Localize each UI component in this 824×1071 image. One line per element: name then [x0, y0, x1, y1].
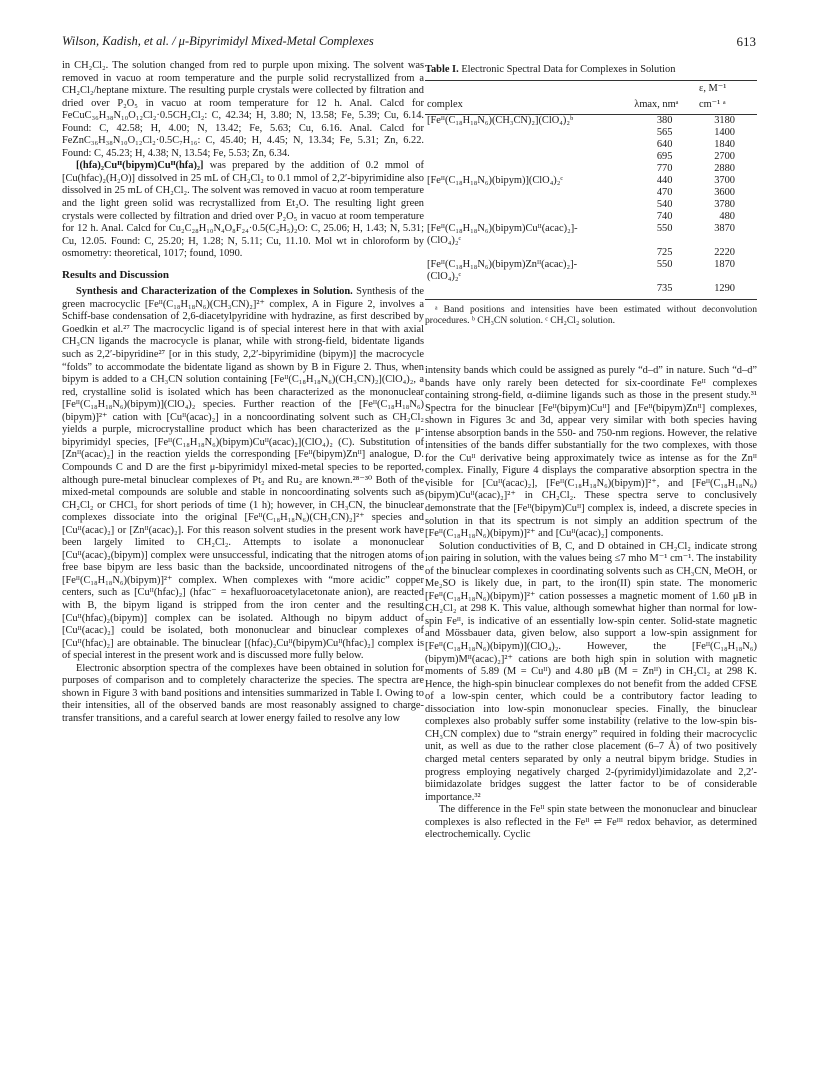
table-row — [425, 139, 757, 151]
paragraph-text: was prepared by the addition of 0.2 mmol of [Cu(hfac)₂(H₂O)] dissolved in 25 mL of CH₂Cl₂ to 0.1 mmol of 2,2′-bipyrimidine also dissolved in 25 mL of CH₂Cl₂. The solvent was removed in vacuo at room temperature and the light green solid was recrystallized from Et₂O. The resulting light green crystals were collected by filtration and dried over P₂O₅ in vacuo at room temperature for 12 h. Anal. Calcd for Cu₂C₂₈H₁₀N₄O₈F₂₄·0.5(C₂H₅)₂O: C, 25.06; H, 1.43; N, 5.31; Cu, 12.05. Found: C, 25.20; H, 1.28; N, 5.11; Cu, 11.10. Mol wt in chloroform by osmometry: theoretical, 1017; found, 1090. — [62, 160, 424, 260]
paragraph: Solution conductivities of B, C, and D obtained in CH₂Cl₂ indicate strong ion pairing in solution, with the values being ≤7 mho M⁻¹ cm⁻¹. The instability of the binuclear complexes in coordinating solvents such as CH₃CN, MeOH, or Me₂SO is likely due, in part, to the iron(II) spin state. The monomeric [Feᴵᴵ(C₁₈H₁₈N₆)(bipym)]²⁺ cation possesses a magnetic moment of 1.60 μB in CH₂Cl₂ at 298 K. This value, although somewhat higher than normal for low-spin Feᴵᴵ, is indicative of an essentially low-spin center. Solid-state magnetic and Mössbauer data, given below, also support a low-spin assignment for [Feᴵᴵ(C₁₈H₁₈N₆)(bipym)](ClO₄)₂. However, the [Feᴵᴵ(C₁₈H₁₈N₆)(bipym)Mᴵᴵ(acac)₂]²⁺ cations are both high spin in solution with magnetic moments of 5.89 (M = Cuᴵᴵ) and 4.80 μB (M = Znᴵᴵ) in CH₂Cl₂ at 298 K. Hence, the high-spin binuclear complexes do not benefit from the added CFSE of a low-spin center, which could be a contributory factor leading to dissociation into low-spin mononuclear species. Finally, the binuclear complexes also probably suffer some instability (relative to the low-spin bis-CH₃CN complex) due to “strain energy” required in folding their macrocyclic unit, as well as due to the rather close placement (6–7 Å) of two positively charged metal centers separated by only a neutral bipym bridge. Studies in progress employing negatively charged 2-(pyrimidyl)imidazolate and 2,2′-biimidazolate bridges suggest the latter factor to be of considerable importance.³² — [425, 540, 757, 803]
cell-complex: (ClO₄)₂ᶜ — [427, 234, 462, 246]
table-body — [425, 114, 757, 295]
cell-eps: 1400 — [714, 126, 735, 138]
table-row — [425, 223, 757, 235]
cell-complex — [425, 139, 632, 151]
cell-complex: [Feᴵᴵ(C₁₈H₁₈N₆)(CH₃CN)₂](ClO₄)₂ᵇ — [427, 114, 574, 126]
table-row — [425, 163, 757, 175]
cell-complex — [425, 163, 632, 175]
cell-eps: 3780 — [714, 198, 735, 210]
table-row — [425, 199, 757, 211]
table-row — [425, 114, 757, 127]
table-row — [425, 259, 757, 271]
section-title: Results and Discussion — [62, 268, 169, 281]
table-footnote: ᵃ Band positions and intensities have been estimated without deconvolution procedures. ᵇ CH₃CN solution. ᶜ CH₂Cl₂ solution. — [425, 303, 757, 327]
cell-lambda: 640 — [656, 138, 673, 150]
table-row — [425, 235, 757, 247]
table-label: Table I. — [425, 64, 459, 75]
cell-lambda: 380 — [656, 114, 673, 126]
page-header — [62, 34, 756, 54]
running-title: Wilson, Kadish, et al. / μ-Bipyrimidyl Mixed-Metal Complexes — [62, 34, 374, 48]
cell-eps — [697, 271, 757, 283]
cell-eps: 1840 — [714, 138, 735, 150]
paragraph: Electronic absorption spectra of the complexes have been obtained in solution for purposes of comparison and to completely characterize the species. The spectra are shown in Figure 3 with band positions and intensities summarized in Table I. Owing to their intensities, all of the observed bands are most reasonably assigned to charge-transfer transitions, and a careful search at lower energy failed to resolve any low — [62, 662, 424, 724]
cell-eps: 2220 — [714, 246, 735, 258]
table-caption — [425, 64, 757, 77]
col-header-eps-2: cm⁻¹ ᵃ — [697, 97, 757, 114]
left-column — [62, 60, 424, 725]
cell-eps: 1870 — [714, 258, 735, 270]
cell-complex — [425, 151, 632, 163]
cell-complex — [425, 211, 632, 223]
cell-lambda: 540 — [656, 198, 673, 210]
cell-lambda: 770 — [656, 162, 673, 174]
cell-lambda — [632, 235, 697, 247]
table-row — [425, 187, 757, 199]
table-rule — [425, 295, 757, 300]
cell-eps: 2880 — [714, 162, 735, 174]
cell-complex: (ClO₄)₂ᶜ — [427, 270, 462, 282]
cell-eps: 3180 — [714, 114, 735, 126]
cell-complex: [Feᴵᴵ(C₁₈H₁₈N₆)(bipym)Cuᴵᴵ(acac)₂]- — [427, 222, 578, 234]
table-caption-text: Electronic Spectral Data for Complexes in Solution — [461, 64, 676, 75]
table-row — [425, 271, 757, 283]
table-row — [425, 211, 757, 223]
cell-eps: 2700 — [714, 150, 735, 162]
cell-eps — [697, 235, 757, 247]
experimental-paragraph-2 — [62, 160, 424, 260]
cell-complex — [425, 247, 632, 259]
cell-complex — [425, 199, 632, 211]
cell-eps: 1290 — [714, 282, 735, 294]
cell-lambda: 695 — [656, 150, 673, 162]
cell-lambda: 550 — [656, 258, 673, 270]
col-header-lambda: λmax, nmᵃ — [632, 97, 697, 114]
table-row — [425, 151, 757, 163]
paragraph — [62, 286, 424, 662]
experimental-paragraph: in CH₂Cl₂. The solution changed from red to purple upon mixing. The solvent was removed in vacuo at room temperature and the purple solid recrystallized from a CH₂Cl₂/heptane mixture. The resulting purple crystals were collected by filtration and dried over P₂O₅ in vacuo at room temperature for 12 h. Anal. Calcd for FeCuC₃₆H₃₈N₁₀O₁₂Cl₂·0.5CH₂Cl₂: C, 42.34; H, 3.80; N, 13.58; Fe, 5.39; Cu, 6.14. Found: C, 42.58; H, 4.00; N, 13.42; Fe, 5.63; Cu, 6.16. Anal. Calcd for FeZnC₃₆H₃₈N₁₀O₁₂Cl₂·0.5C₇H₁₆: C, 45.40; H, 4.45; N, 13.34; Fe, 5.31; Zn, 6.22. Found: C, 45.23; H, 4.38; N, 13.54; Fe, 5.53; Zn, 6.34. — [62, 60, 424, 159]
paragraph: intensity bands which could be assigned as purely “d–d” in nature. Such “d–d” bands have only rarely been detected for six-coordinate Feᴵᴵ complexes containing strong-field, α-diimine ligands such as those in the present study.³¹ Spectra for the binuclear [Feᴵᴵ(bipym)Cuᴵᴵ] and [Feᴵᴵ(bipym)Znᴵᴵ] complexes, shown in Figures 3c and 3d, appear very similar with both species having intense absorption bands in the 550- and 750-nm regions. However, the relative intensities of the bands differ substantially for the two complexes, with those for the Cuᴵᴵ derivative being approximately twice as intense as for the Znᴵᴵ complex. Finally, Figure 4 displays the comparative absorption spectra in the visible for [Cuᴵᴵ(acac)₂], [Feᴵᴵ(C₁₈H₁₈N₆)(bipym)]²⁺, and [Feᴵᴵ(C₁₈H₁₈N₆)(bipym)Cuᴵᴵ(acac)₂]²⁺ in CH₂Cl₂. These spectra serve to conclusively demonstrate that the [Feᴵᴵ(bipym)Cuᴵᴵ] complex is, indeed, a discrete species in solution in that its spectrum is not simply an addition spectrum of the [Feᴵᴵ(C₁₈H₁₈N₆)(bipym)]²⁺ and [Cuᴵᴵ(acac)₂] components. — [425, 365, 757, 540]
cell-eps: 480 — [719, 210, 735, 222]
table-row — [425, 283, 757, 295]
page-number: 613 — [736, 34, 756, 49]
paragraph: The difference in the Feᴵᴵ spin state between the mononuclear and binuclear complexes is also reflected in the Feᴵᴵ ⇌ Feᴵᴵᴵ redox behavior, as determined electrochemically. Cyclic — [425, 804, 757, 841]
right-column — [425, 365, 757, 842]
cell-complex — [425, 187, 632, 199]
cell-lambda: 735 — [656, 282, 673, 294]
cell-eps: 3700 — [714, 174, 735, 186]
cell-lambda: 470 — [656, 186, 673, 198]
paragraph-text: Synthesis of the green macrocyclic [Feᴵᴵ(C₁₈H₁₈N₆)(CH₃CN)₂]²⁺ complex, A in Figure 2, involves a Schiff-base condensation of 2,6-diacetylpyridine with hydrazine, as first described by Goedkin et al.²⁷ The macrocyclic ligand is of special interest here in that with axial CH₃CN ligands the macrocycle is planar, while with strong-field, bidentate ligands such as 2,2′-bipyridine²⁷ [or in this study, 2,2′-bipyrimidine (bipym)] the macrocycle “folds” to accommodate the bidentate ligand as shown by B in Figure 2. Thus, when bipym is added to a CH₃CN solution containing [Feᴵᴵ(C₁₈H₁₈N₆)(CH₃CN)₂](ClO₄)₂, a red, crystalline solid is isolated which has been characterized as the mononuclear [Feᴵᴵ(C₁₈H₁₈N₆)(bipym)](ClO₄)₂ species. Further reaction of the [Feᴵᴵ(C₁₈H₁₈N₆)(bipym)]²⁺ cation with [Cuᴵᴵ(acac)₂] in a noncoordinating solvent such as CH₂Cl₂ yields a purple, microcrystalline product which has been characterized as the μ-bipyrimidyl species, [Feᴵᴵ(C₁₈H₁₈N₆)(bipym)Cuᴵᴵ(acac)₂](ClO₄)₂ (C). Substitution of [Znᴵᴵ(acac)₂] in the reaction yields the corresponding [Feᴵᴵ(bipym)Znᴵᴵ] analogue, D. Compounds C and D are the first μ-bipyrimidyl mixed-metal species to be reported, although pure-metal binuclear complexes of Pt₂ and Ru₂ are known.²⁸⁻³⁰ Both of the mixed-metal compounds are soluble and stable in noncoordinating solvents such as CH₂Cl₂ or CHCl₃ for short periods of time (1 h); however, in CH₃CN, the binuclear complexes dissociate into the original [Feᴵᴵ(C₁₈H₁₈N₆)(CH₃CN)₂]²⁺ species and [Cuᴵᴵ(acac)₂] or [Znᴵᴵ(acac)₂]. For this reason solvent studies in the present work have been largely limited to CH₂Cl₂. Attempts to isolate a mononuclear [Cuᴵᴵ(acac)₂(bipym)] complex were unsuccessful, indicating that the nitrogen atoms of free base bipym are less basic than the backside, uncoordinated nitrogens of the [Feᴵᴵ(C₁₈H₁₈N₆)(bipym)]²⁺ complex. When complexes with “more acidic” copper centers, such as [Cuᴵᴵ(hfac)₂] (hfac⁻ = hexafluoroacetylacetonate anion), are reacted with B, the bipym ligand is stripped from the iron center and the resulting [Cuᴵᴵ(hfac)₂(bipym)] complex can be isolated. Although no bipym adduct of [Cuᴵᴵ(acac)₂] could be isolated, both mononuclear and binuclear complexes of [Cuᴵᴵ(hfac)₂] are obtainable. The binuclear [(hfac)₂Cuᴵᴵ(bipym)Cuᴵᴵ(hfac)₂] complex is of special interest in the present work and is discussed more fully below. — [62, 286, 424, 662]
cell-complex: [Feᴵᴵ(C₁₈H₁₈N₆)(bipym)](ClO₄)₂ᶜ — [427, 174, 564, 186]
compound-name: [(hfa)₂Cuᴵᴵ(bipym)Cuᴵᴵ(hfa)₂] — [76, 160, 204, 172]
table-row — [425, 127, 757, 139]
subsection-title: Synthesis and Characterization of the Complexes in Solution. — [76, 286, 353, 298]
table-row — [425, 247, 757, 259]
cell-complex: [Feᴵᴵ(C₁₈H₁₈N₆)(bipym)Znᴵᴵ(acac)₂]- — [427, 258, 578, 270]
cell-lambda: 565 — [656, 126, 673, 138]
col-header-eps-1: ε, M⁻¹ — [698, 82, 727, 94]
cell-lambda: 740 — [656, 210, 673, 222]
table-row — [425, 175, 757, 187]
cell-lambda — [632, 271, 697, 283]
spectral-data-table — [425, 80, 757, 295]
cell-lambda: 725 — [656, 246, 673, 258]
cell-complex — [425, 283, 632, 295]
cell-complex — [425, 127, 632, 139]
cell-lambda: 550 — [656, 222, 673, 234]
cell-eps: 3600 — [714, 186, 735, 198]
col-header-complex: complex — [425, 97, 632, 114]
cell-eps: 3870 — [714, 222, 735, 234]
table-block — [425, 64, 757, 327]
cell-lambda: 440 — [656, 174, 673, 186]
